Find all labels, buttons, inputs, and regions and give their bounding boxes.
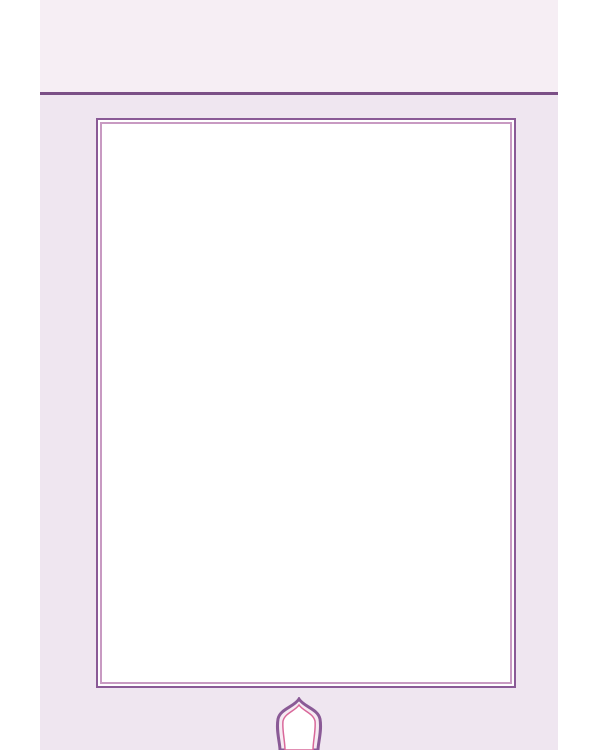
page-number-medallion bbox=[274, 697, 324, 750]
medallion-shape bbox=[274, 697, 324, 750]
floral-ornament-top bbox=[40, 0, 558, 92]
top-floral-band bbox=[40, 0, 558, 95]
book-page bbox=[40, 0, 558, 750]
text-panel bbox=[102, 124, 510, 682]
